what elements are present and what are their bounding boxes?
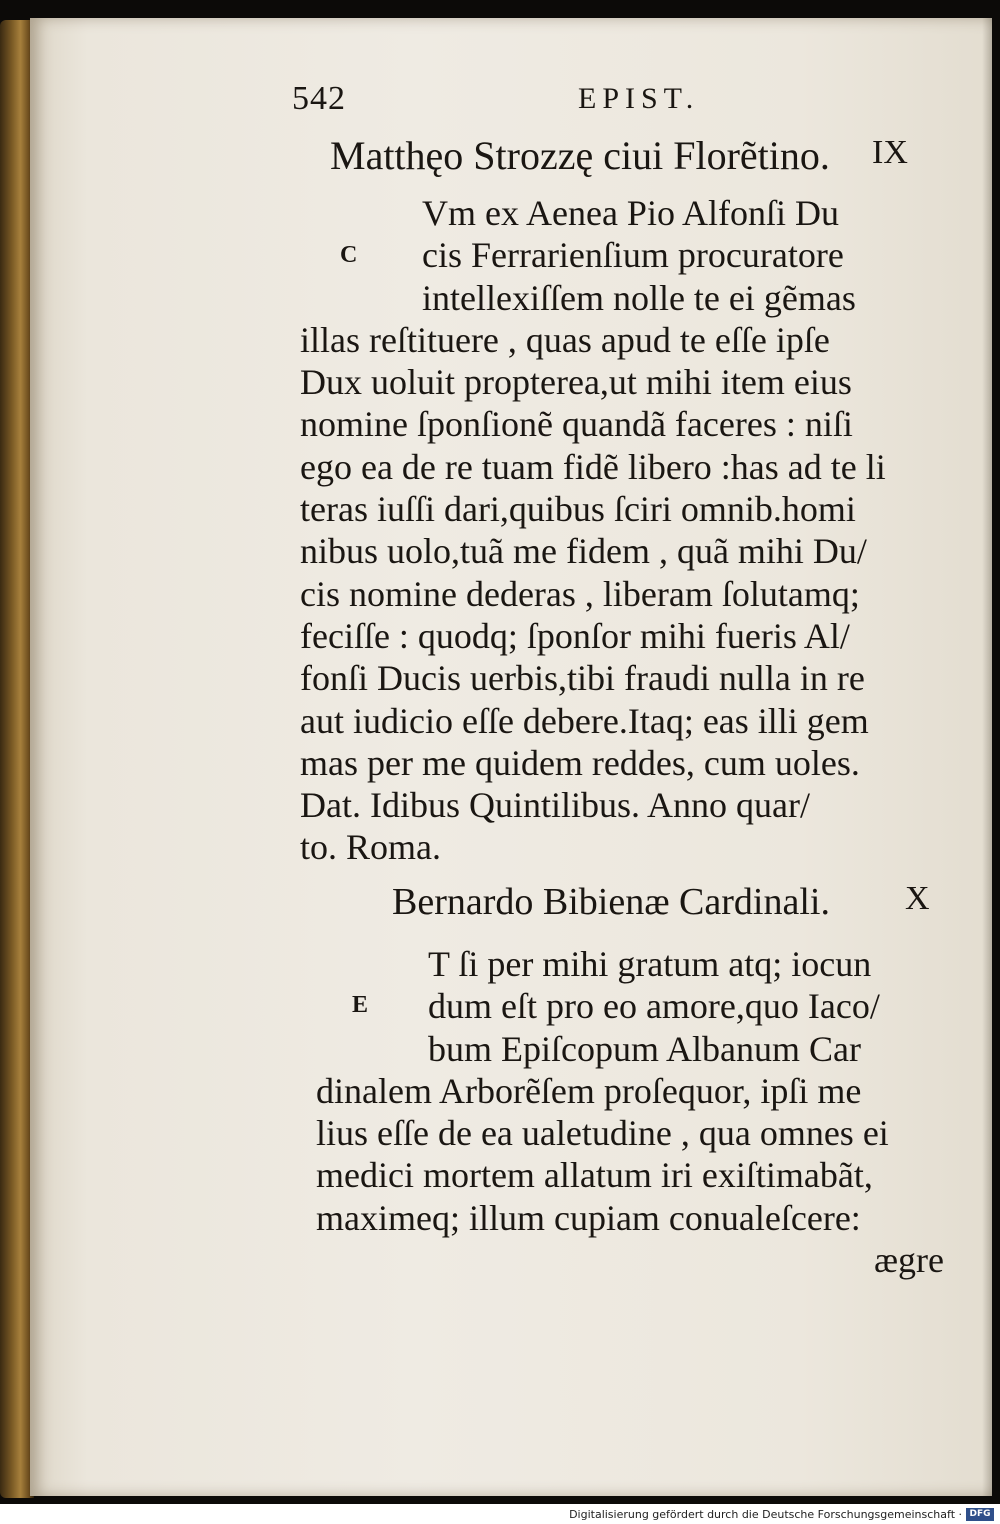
book-spine [0,20,34,1498]
funding-credit: Digitalisierung gefördert durch die Deutsche Forschungsgemeinschaft · [569,1508,962,1521]
text-line: aut iudicio eſſe debere.Itaq; eas illi gem [300,700,869,741]
letter-ix-number: IX [872,134,908,171]
page-number: 542 [292,80,346,117]
text-line: Vm ex Aenea Pio Alfonſi Du [422,193,839,233]
text-line: medici mortem allatum iri exiſtimabãt, [316,1155,873,1196]
text-line: maximeq; illum cupiam conualeſcere: [316,1197,861,1238]
text-line: cis Ferrarienſium procuratore [422,235,844,276]
text-line: Dat. Idibus Quintilibus. Anno quar/ [300,785,810,826]
text-line: mas per me quidem reddes, cum uoles. [300,742,860,783]
text-line: fonſi Ducis uerbis,tibi fraudi nulla in re [300,658,865,699]
letter-x-initial: E [352,992,369,1018]
text-line: dinalem Arborẽſem proſequor, ipſi me [316,1070,862,1111]
text-line: teras iuſſi dari,quibus ſciri omnib.homi [300,489,856,530]
text-line: to. Roma. [300,827,441,868]
letter-x-heading: Bernardo Bibienæ Cardinali. [392,881,830,923]
letter-ix-heading: Matthęo Strozzę ciui Florẽtino. [330,133,830,178]
running-head: EPIST. [578,82,700,115]
letter-ix-initial: C [340,242,358,268]
text-line: T ſi per mihi gratum atq; iocun [428,944,872,984]
text-line: dum eſt pro eo amore,quo Iaco/ [428,986,880,1027]
text-line: lius eſſe de ea ualetudine , qua omnes ei [316,1113,889,1154]
text-line: intellexiſſem nolle te ei gẽmas [422,277,856,318]
letter-x-body [316,943,944,1281]
text-line: nibus uolo,tuã me fidem , quã mihi Du/ [300,531,867,572]
text-line: nomine ſponſionẽ quandã faceres : niſi [300,404,853,445]
letter-ix-body [300,192,886,869]
text-line: illas reſtituere , quas apud te eſſe ipſe [300,319,830,360]
letter-x-number: X [905,880,930,917]
text-line: ego ea de re tuam fidẽ libero :has ad te li [300,446,886,487]
text-line: Dux uoluit propterea,ut mihi item eius [300,362,852,403]
text-line: bum Epiſcopum Albanum Car [428,1028,861,1069]
text-line: cis nomine dederas , liberam ſolutamq; [300,573,860,614]
catchword: ægre [874,1240,944,1281]
text-line: feciſſe : quodq; ſponſor mihi fueris Al/ [300,615,850,656]
dfg-logo: DFG [966,1508,994,1521]
